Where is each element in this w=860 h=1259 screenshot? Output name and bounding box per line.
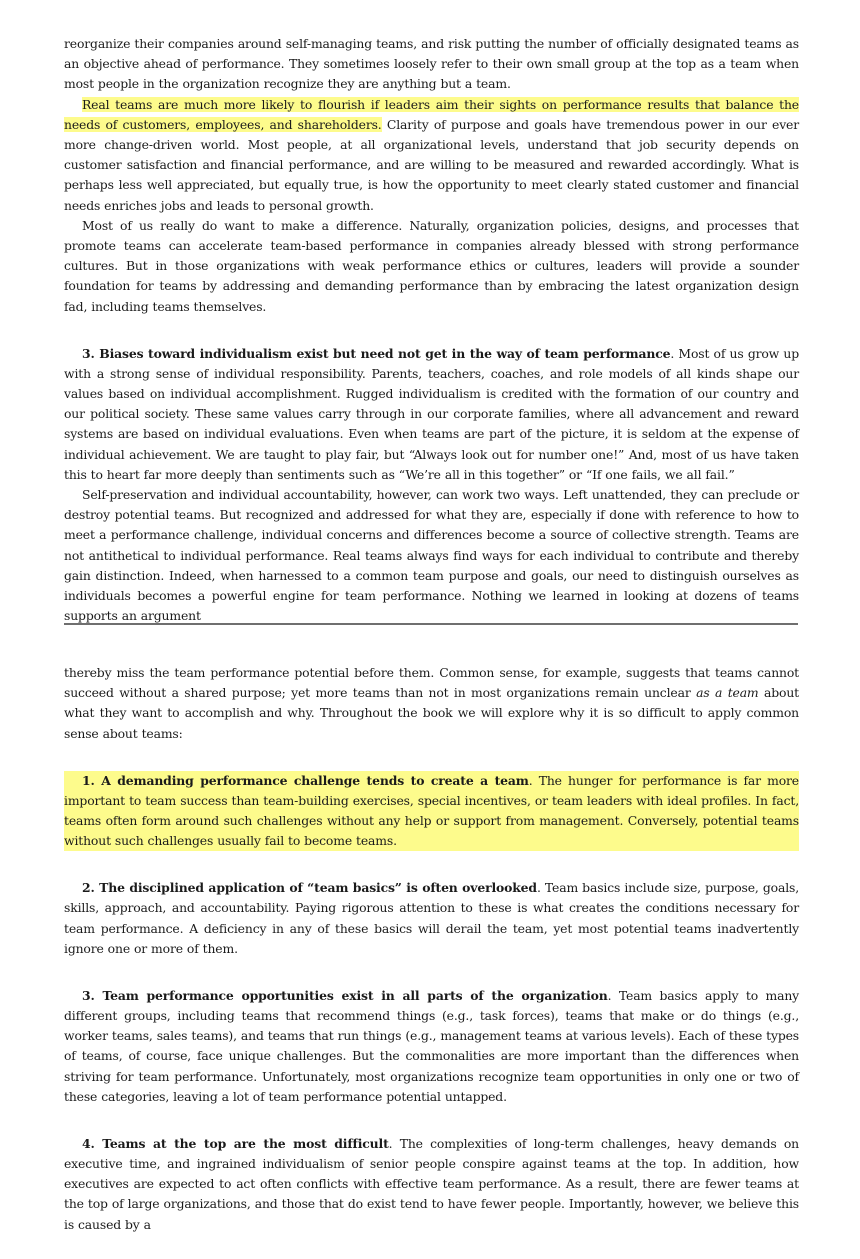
paragraph-continuation: reorganize their companies around self-managing teams, and risk putting the number of officially designated teams as an objective ahead of performance. They sometimes loosely refer to their own small group at the top as a team when most people in the organization recognize they are anything but a team. xyxy=(64,36,799,92)
point-heading: 2. The disciplined application of “team basics” is often overlooked xyxy=(82,880,537,896)
page-bottom-section xyxy=(64,663,799,1235)
paragraph-real-teams xyxy=(64,95,799,216)
point-heading: 4. Teams at the top are the most difficult xyxy=(82,1135,389,1151)
point-3-biases xyxy=(64,344,799,485)
intro-text: thereby miss the team performance potential before them. Common sense, for example, suggests that teams cannot succeed without a shared purpose; yet more teams than not in most organizations remain unclear xyxy=(64,665,799,701)
point-2 xyxy=(64,878,799,959)
intro-text: about what they want to accomplish and why. Throughout the book we will explore why it is so difficult to apply common sense about teams: xyxy=(64,685,799,741)
paragraph-text: Clarity of purpose and goals have tremendous power in our ever more change-driven world. Most people, at all organizational levels, understand that job security depends on customer satisfaction and financial performance, and are willing to be measured and rewarded accordingly. What is perhaps less well appreciated, but equally true, is how the opportunity to meet clearly stated customer and financial needs enriches jobs and leads to personal growth. xyxy=(64,116,800,213)
page-top-section xyxy=(64,34,799,626)
point-body: . Team basics apply to many different groups, including teams that recommend things (e.g., task forces), teams that make or do things (e.g., worker teams, sales teams), and teams that run things (e.g., management teams at various levels). Each of these types of teams, of course, face unique challenges. But the commonalities are more important than the differences when striving for team performance. Unfortunately, most organizations recognize team opportunities in only one or two of these categories, leaving a lot of team performance potential untapped. xyxy=(64,987,800,1104)
point-heading: 3. Biases toward individualism exist but need not get in the way of team performance xyxy=(82,345,671,361)
point-3 xyxy=(64,986,799,1107)
point-body: . Team basics include size, purpose, goals, skills, approach, and accountability. Paying rigorous attention to these is what creates the conditions necessary for team performance. A deficiency in any of these basics will derail the team, yet most potential teams inadvertently ignore one or more of them. xyxy=(64,880,800,956)
intro-italic: as a team xyxy=(696,685,759,701)
point-body: . Most of us grow up with a strong sense of individual responsibility. Parents, teachers, coaches, and role models of all kinds shape our values based on individual accomplishment. Rugged individualism is credited with the formation of our country and our political society. These same values carry through in our corporate families, where all advancement and reward systems are based on individual evaluations. Even when teams are part of the picture, it is seldom at the expense of individual achievement. We are taught to play fair, but “Always look out for number one!” And, most of us have taken this to heart far more deeply than sentiments such as “We’re all in this together” or “If one fails, we all fail.” xyxy=(64,345,799,482)
paragraph-intro xyxy=(64,663,799,744)
point-heading: 3. Team performance opportunities exist in all parts of the organization xyxy=(82,987,608,1003)
point-body: . The hunger for performance is far more important to team success than team-building exercises, special incentives, or team leaders with ideal profiles. In fact, teams often form around such challenges without any help or support from management. Conversely, potential teams without such challenges usually fail to become teams. xyxy=(64,772,799,849)
paragraph-make-difference: Most of us really do want to make a difference. Naturally, organization policies, designs, and processes that promote teams can accelerate team-based performance in companies already blessed with strong performance cultures. But in those organizations with weak performance ethics or cultures, leaders will provide a sounder foundation for teams by addressing and demanding performance than by embracing the latest organization design fad, including teams themselves. xyxy=(64,217,799,314)
point-heading: 1. A demanding performance challenge tends to create a team xyxy=(82,772,529,788)
point-body: . The complexities of long-term challenges, heavy demands on executive time, and ingrained individualism of senior people conspire against teams at the top. In addition, how executives are expected to act often conflicts with effective team performance. As a result, there are fewer teams at the top of large organizations, and those that do exist tend to have fewer people. Importantly, however, we believe this is caused by a xyxy=(64,1135,799,1232)
paragraph-self-preservation: Self-preservation and individual accountability, however, can work two ways. Left unattended, they can preclude or destroy potential teams. But recognized and addressed for what they are, especially if done with reference to how to meet a performance challenge, individual concerns and differences become a source of collective strength. Teams are not antithetical to individual performance. Real teams always find ways for each individual to contribute and thereby gain distinction. Indeed, when harnessed to a common team purpose and goals, our need to distinguish ourselves as individuals becomes a powerful engine for team performance. Nothing we learned in looking at dozens of teams supports an argument xyxy=(64,487,799,624)
point-1-highlighted[interactable] xyxy=(64,771,799,852)
point-4 xyxy=(64,1134,799,1235)
highlighted-text[interactable]: Real teams are much more likely to flourish if leaders aim their sights on performance results that balance the needs of customers, employees, and shareholders. xyxy=(64,96,799,132)
page-divider xyxy=(64,623,798,625)
